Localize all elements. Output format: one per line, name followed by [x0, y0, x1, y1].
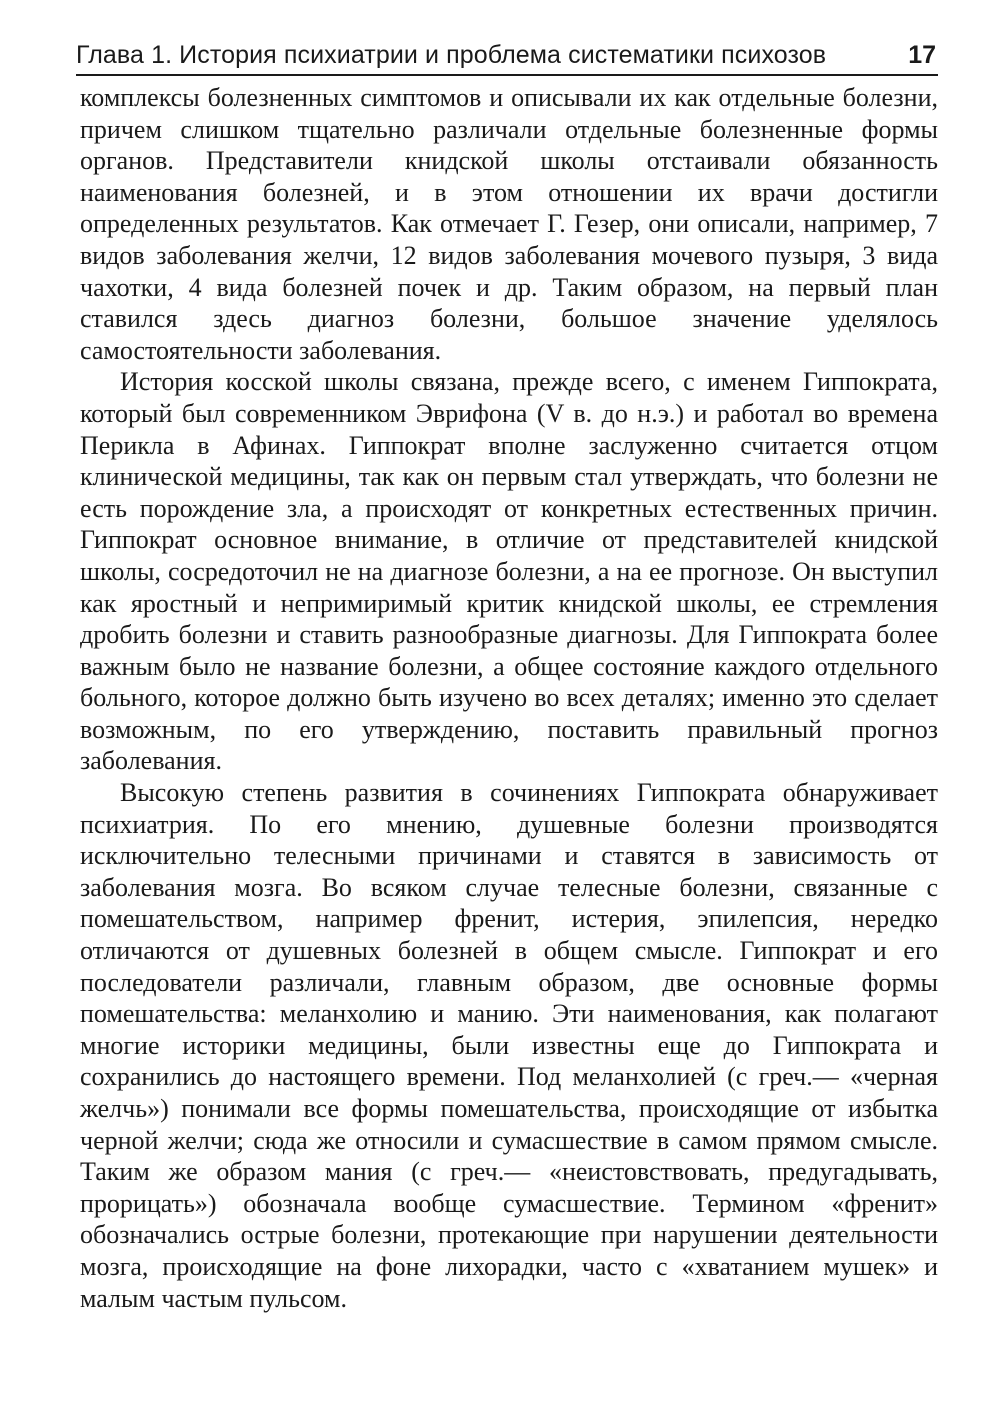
body-text: [80, 82, 938, 1314]
chapter-title: Глава 1. История психиатрии и проблема систематики психозов: [76, 41, 827, 69]
paragraph-continuation: комплексы болезненных симптомов и описывали их как отдельные болезни, причем слишком тщательно различали отдельные болезненные формы органов. Представители книдской школы отстаивали обязанность наименования болезней, и в этом отношении их врачи достигли определенных результатов. Как отмечает Г. Гезер, они описали, например, 7 видов заболевания желчи, 12 видов заболевания мочевого пузыря, 3 вида чахотки, 4 вида болезней почек и др. Таким образом, на первый план ставился здесь диагноз болезни, большое значение уделялось самостоятельности заболевания.: [80, 83, 938, 365]
paragraph-kos-school: История косской школы связана, прежде всего, с именем Гиппократа, который был современником Эврифона (V в. до н.э.) и работал во времена Перикла в Афинах. Гиппократ вполне заслуженно считается отцом клинической медицины, так как он первым стал утверждать, что болезни не есть порождение зла, а происходят от конкретных естественных причин. Гиппократ основное внимание, в отличие от представителей книдской школы, сосредоточил не на диагнозе болезни, а на ее прогнозе. Он выступил как яростный и непримиримый критик книдской школы, ее стремления дробить болезни и ставить разнообразные диагнозы. Для Гиппократа более важным было не название болезни, а общее состояние каждого отдельного больного, которое должно быть изучено во всех деталях; именно это сделает возможным, по его утверждению, поставить правильный прогноз заболевания.: [80, 367, 938, 776]
page-number: 17: [908, 41, 936, 69]
book-page: [76, 40, 938, 1314]
paragraph-psychiatry: Высокую степень развития в сочинениях Гиппократа обнаруживает психиатрия. По его мнению, душевные болезни производятся исключительно телесными причинами и ставятся в зависимость от заболевания мозга. Во всяком случае телесные болезни, связанные с помешательством, например френит, истерия, эпилепсия, нередко отличаются от душевных болезней в общем смысле. Гиппократ и его последователи различали, главным образом, две основные формы помешательства: меланхолию и манию. Эти наименования, как полагают многие историки медицины, были известны еще до Гиппократа и сохранились до настоящего времени. Под меланхолией (с греч.— «черная желчь») понимали все формы помешательства, происходящие от избытка черной желчи; сюда же относили и сумасшествие в самом прямом смысле. Таким же образом мания (с греч.— «неистовствовать, предугадывать, прорицать») обозначала вообще сумасшествие. Термином «френит» обозначались острые болезни, протекающие при нарушении деятельности мозга, происходящие на фоне лихорадки, часто с «хватанием мушек» и малым частым пульсом.: [80, 778, 938, 1313]
running-header: [76, 40, 938, 76]
